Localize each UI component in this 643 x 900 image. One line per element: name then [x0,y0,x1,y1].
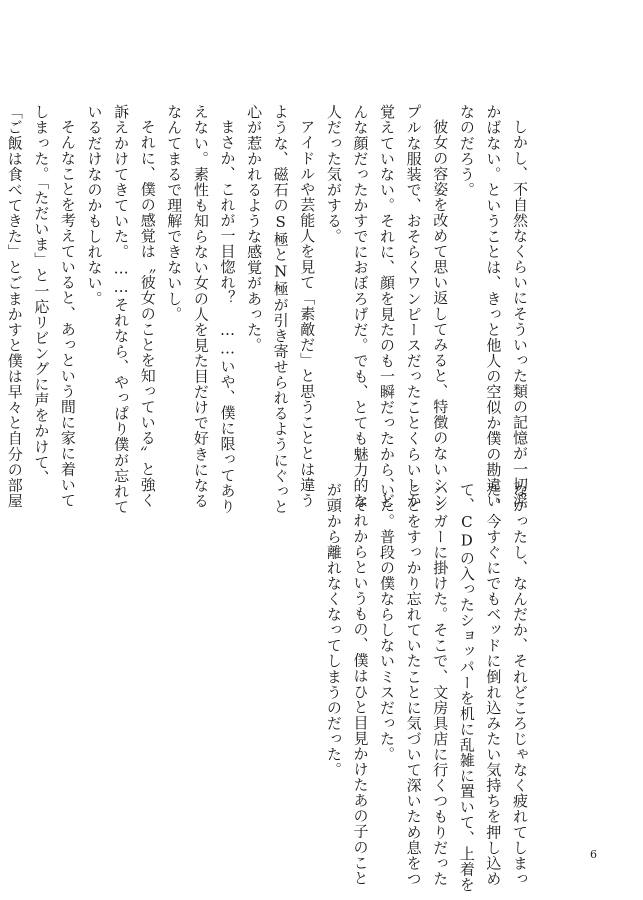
lower-text-block [223,482,533,893]
text-line: かばない。ということは、きっと他人の空似か僕の勘違い [484,104,503,509]
upper-text-block [5,104,533,515]
text-line: 人だった気がする。 [324,104,343,244]
text-line: ハンガーに掛けた。そこで、文房具店に行くつもりだった [431,482,450,887]
text-line: た。今すぐにでもベッドに倒れ込みたい気持ちを押し込め [484,482,503,887]
text-line: が頭から離れなくなってしまうのだった。 [324,482,343,778]
text-line: しまった。「ただいま」と一応リビングに声をかけて、 [32,104,51,486]
text-line: しかし、不自然なくらいにそういった類の記憶が一切浮 [511,119,529,508]
text-line: なのだろう。 [457,104,476,198]
text-line: ような、磁石のS極とN極が引き寄せられるようにぐっと [271,104,290,515]
text-line: まさか、これが一目惚れ？ ……いや、僕に限ってあり [218,119,237,514]
text-line: いるだけなのかもしれない。 [85,104,104,307]
text-line: 心が惹かれるような感覚があった。 [245,104,264,353]
text-line: アイドルや芸能人を見て「素敵だ」と思うこととは違う [298,119,317,508]
text-line: なかったし、なんだか、それどころじゃなく疲れてしまっ [511,482,529,887]
page-number: 6 [590,848,597,861]
text-line: えない。素性も知らない女の人を見た目だけで好きになる [191,104,210,509]
text-line: 「ご飯は食べてきた」とごまかすと僕は早々と自分の部屋 [5,104,24,509]
text-line: いた。普段の僕ならしないミスだった。 [378,482,397,762]
text-line [0,104,1,454]
text-line: 訴えかけてきていた。……それなら、やっぱり僕が忘れて [112,104,131,515]
text-line: そんなことを考えていると、あっという間に家に着いて [58,119,77,508]
text-line: ことをすっかり忘れていたことに気づいて深いため息をつ [404,482,423,887]
text-line: なんてまるで理解できないし。 [165,104,184,322]
text-line: 覚えていない。それに、顔を見たのも一瞬だったから、ど [378,104,397,509]
text-line: プルな服装で、おそらくワンピースだったことくらいしか [404,104,423,509]
text-line: それに、僕の感覚は〝彼女のことを知っている〟と強く [138,119,157,508]
text-line: て、CDの入ったショッパーを机に乱雑に置いて、上着を [457,482,476,893]
text-line: それからというもの、僕はひと目見かけたあの子のこと [351,497,370,886]
text-line: んな顔だったかすでにおぼろげだ。でも、とても魅力的な [351,104,370,509]
text-line: 彼女の容姿を改めて思い返してみると、特徴のないシン [431,119,450,508]
